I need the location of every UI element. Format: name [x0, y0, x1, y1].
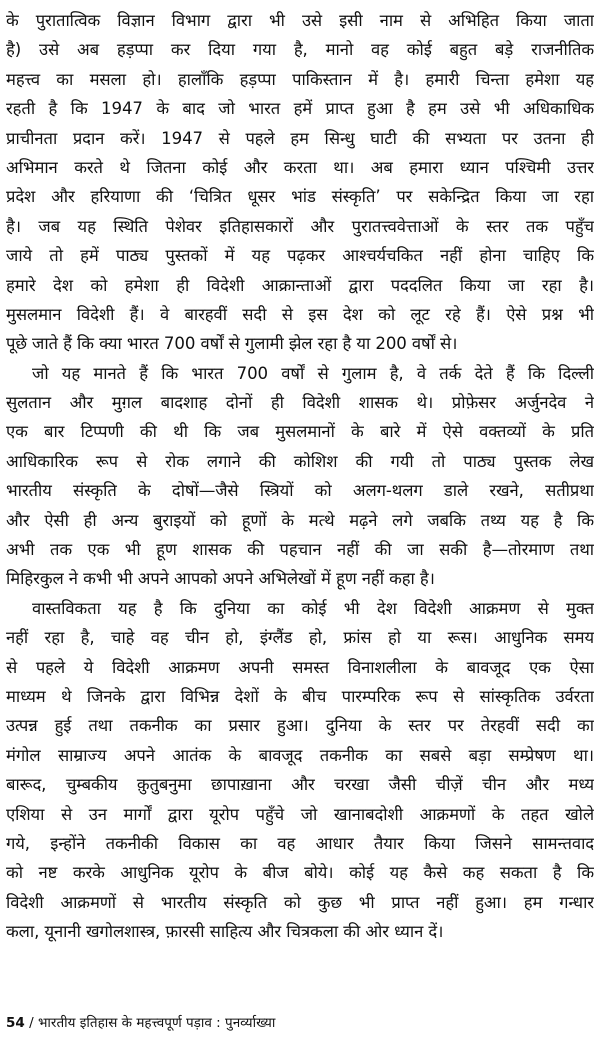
text-line: सुलतान और मुग़ल बादशाह दोनों ही विदेशी शासक थे। प्रोफ़ेसर अर्जुनदेव ने	[6, 393, 594, 413]
page-footer	[6, 1014, 275, 1032]
text-line: और ऐसी ही अन्य बुराइयों को हूणों के मत्थे मढ़ने लगे जबकि तथ्य यह है कि	[6, 510, 594, 530]
text-line: मुसलमान विदेशी हैं। वे बारहवीं सदी से इस देश को लूट रहे हैं। ऐसे प्रश्न भी	[6, 304, 594, 324]
text-line: वास्तविकता यह है कि दुनिया का कोई भी देश विदेशी आक्रमण से मुक्त	[32, 598, 594, 618]
text-line: आधिकारिक रूप से रोक लगाने की कोशिश की गयी तो पाठ्य पुस्तक लेख	[6, 451, 594, 471]
page-number: 54	[6, 1015, 25, 1031]
text-line: को नष्ट करके आधुनिक यूरोप के बीज बोये। कोई यह कैसे कह सकता है कि	[6, 863, 594, 883]
text-line: माध्यम थे जिनके द्वारा विभिन्न देशों के बीच पारम्परिक रूप से सांस्कृतिक उर्वरता	[6, 686, 594, 706]
text-line: उत्पन्न हुई तथा तकनीक का प्रसार हुआ। दुनिया के स्तर पर तेरहवीं सदी का	[6, 716, 594, 736]
text-line: भारतीय संस्कृति के दोषों—जैसे स्त्रियों को अलग-थलग डाले रखने, सतीप्रथा	[6, 481, 594, 501]
text-line: विदेशी आक्रमणों से भारतीय संस्कृति को कुछ भी प्राप्त नहीं हुआ। हम गन्धार	[6, 892, 594, 912]
paragraph-3	[6, 594, 594, 947]
text-line: जाये तो हमें पाठ्य पुस्तकों में यह पढ़कर आश्चर्यचकित नहीं होना चाहिए कि	[6, 246, 594, 266]
text-line: प्रदेश और हरियाणा की ‘चित्रित धूसर भांड संस्कृति’ पर सकेन्द्रित किया जा रहा	[6, 187, 594, 207]
paragraph-1	[6, 6, 594, 359]
book-title: भारतीय इतिहास के महत्त्वपूर्ण पड़ाव : पुनर्व्याख्या	[37, 1015, 276, 1031]
text-line: मिहिरकुल ने कभी भी अपने आपको अपने अभिलेखों में हूण नहीं कहा है।	[6, 569, 435, 589]
text-line: के पुरातात्विक विज्ञान विभाग द्वारा भी उसे इसी नाम से अभिहित किया जाता	[6, 11, 594, 30]
text-line: प्राचीनता प्रदान करें। 1947 से पहले हम सिन्धु घाटी की सभ्यता पर उतना ही	[6, 128, 594, 148]
text-line: है) उसे अब हड़प्पा कर दिया गया है, मानो वह कोई बहुत बड़े राजनीतिक	[6, 40, 594, 60]
body-text	[6, 6, 594, 947]
text-line: बारूद, चुम्बकीय क़ुतुबनुमा छापाख़ाना और चरखा जैसी चीज़ें चीन और मध्य	[6, 775, 594, 795]
text-line: है। जब यह स्थिति पेशेवर इतिहासकारों और पुरातत्त्ववेत्ताओं के स्तर तक पहुँच	[6, 216, 594, 236]
paragraph-2	[6, 359, 594, 594]
text-line: गये, इन्होंने तकनीकी विकास का वह आधार तैयार किया जिसने सामन्तवाद	[6, 833, 594, 853]
text-line: कला, यूनानी खगोलशास्त्र, फ़ारसी साहित्य और चित्रकला की ओर ध्यान दें।	[6, 922, 444, 942]
text-line: नहीं रहा है, चाहे वह चीन हो, इंग्लैंड हो, फ्रांस हो या रूस। आधुनिक समय	[6, 628, 594, 648]
text-line: से पहले ये विदेशी आक्रमण अपनी समस्त विनाशलीला के बावजूद एक ऐसा	[6, 657, 594, 677]
text-line: मंगोल साम्राज्य अपने आतंक के बावजूद तकनीक का सबसे बड़ा सम्प्रेषण था।	[6, 745, 594, 765]
text-line: महत्त्व का मसला हो। हालाँकि हड़प्पा पाकिस्तान में है। हमारी चिन्ता हमेशा यह	[6, 69, 594, 89]
text-line: अभी तक एक भी हूण शासक की पहचान नहीं की जा सकी है—तोरमाण तथा	[6, 540, 594, 560]
text-line: रहती है कि 1947 के बाद जो भारत हमें प्राप्त हुआ है हम उसे भी अधिकाधिक	[6, 99, 594, 119]
text-line: हमारे देश को हमेशा ही विदेशी आक्रान्ताओं द्वारा पददलित किया जा रहा है।	[6, 275, 594, 295]
footer-separator: /	[24, 1015, 38, 1031]
text-line: एशिया से उन मार्गों द्वारा यूरोप पहुँचे जो खानाबदोशी आक्रमणों के तहत खोले	[6, 804, 594, 824]
text-line: जो यह मानते हैं कि भारत 700 वर्षों से गुलाम है, वे तर्क देते हैं कि दिल्ली	[32, 363, 594, 383]
text-line: अभिमान करते थे जितना कोई और करता था। अब हमारा ध्यान पश्चिमी उत्तर	[6, 157, 594, 177]
text-line: एक बार टिप्पणी की थी कि जब मुसलमानों के बारे में ऐसे वक्तव्यों के प्रति	[6, 422, 594, 442]
text-line: पूछे जाते हैं कि क्या भारत 700 वर्षों से गुलामी झेल रहा है या 200 वर्षों से।	[6, 334, 458, 354]
